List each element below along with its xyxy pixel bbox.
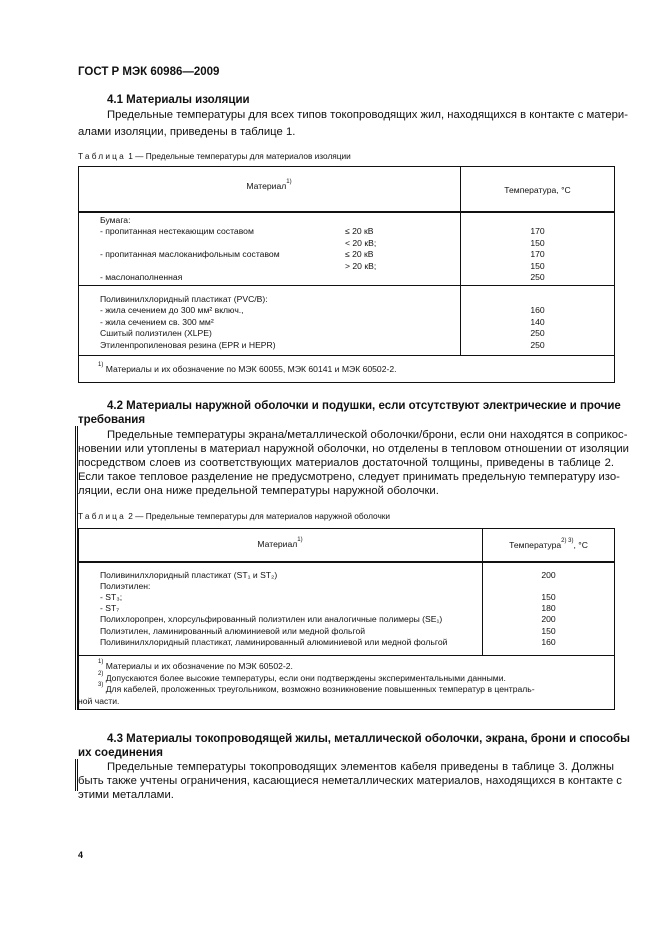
caption-text: 1 — Предельные температуры для материалов изоляции [128, 151, 351, 161]
table-2-footnote: $^{3)}$ Для кабелей, проложенных треугольником, возможно возникновение повышенных температур в централь- [98, 682, 535, 694]
caption-prefix: Таблица [78, 151, 126, 161]
column-header-material: Материал$^{1)}$ [257, 537, 303, 549]
section-4-3-heading-cont: их соединения [78, 747, 163, 759]
table-row-material: - маслонаполненная [100, 272, 183, 282]
divider [78, 355, 615, 356]
table-row-temperature: 150 [541, 592, 556, 603]
change-bar [75, 759, 76, 791]
table-row-material: Поливинилхлоридный пластикат, ламинированный алюминиевой или медной фольгой [100, 636, 448, 647]
table-1-footnote: $^{1)}$ Материалы и их обозначение по МЭК 60055, МЭК 60141 и МЭК 60502-2. [98, 362, 397, 374]
paragraph-line: Предельные температуры экрана/металлической оболочки/брони, если они находятся в соприкос- [107, 429, 628, 441]
table-row-material: Полихлоропрен, хлорсульфированный полиэтилен или аналогичные полимеры (SE₁) [100, 614, 443, 625]
table-row-temperature: 200 [541, 570, 556, 580]
table-row-temperature: 140 [530, 316, 545, 327]
table-row-temperature: 150 [530, 237, 545, 248]
table-row-condition: ≤ 20 кВ [345, 249, 374, 260]
table-row-temperature: 250 [530, 339, 545, 350]
divider [78, 561, 615, 563]
section-4-1-heading: 4.1 Материалы изоляции [107, 94, 250, 106]
table-row-material: - ST₇ [100, 603, 120, 614]
table-row-material: - пропитанная маслоканифольным составом [100, 249, 280, 260]
table-row-temperature: 150 [541, 625, 556, 636]
paragraph-line: Предельные температуры для всех типов токопроводящих жил, находящихся в контакте с матери- [107, 109, 628, 121]
paragraph-line: посредством слоев из соответствующих материалов достаточной толщины, приведены в таблице 2. [78, 457, 614, 469]
caption-prefix: Таблица [78, 511, 126, 521]
table-1-caption [78, 151, 351, 161]
table-2-footnote: $^{2)}$ Допускаются более высокие температуры, если они подтверждены экспериментальными данными. [98, 670, 506, 683]
paragraph-line: быть также учтены ограничения, касающиеся неметаллических материалов, находящихся в контакте с [78, 775, 622, 787]
table-row-material: - жила сечением до 300 мм² включ., [100, 305, 244, 316]
table-row-temperature: 200 [541, 614, 556, 625]
table-row-material: - пропитанная нестекающим составом [100, 226, 254, 237]
paragraph-line: алами изоляции, приведены в таблице 1. [78, 126, 296, 138]
table-row-material: Поливинилхлоридный пластикат (ST₁ и ST₂) [100, 570, 278, 580]
document-header: ГОСТ Р МЭК 60986—2009 [78, 66, 220, 78]
section-4-3-heading: 4.3 Материалы токопроводящей жилы, металлической оболочки, экрана, брони и способы [107, 733, 630, 745]
table-row-material: Полиэтилен: [100, 581, 151, 592]
section-4-2-heading-cont: требования [78, 414, 146, 426]
column-header-material: Материал$^{1)}$ [246, 179, 292, 191]
paragraph-line: Предельные температуры токопроводящих элементов кабеля приведены в таблице 3. Должны [107, 761, 614, 773]
divider [78, 211, 615, 213]
table-row-temperature: 250 [530, 272, 545, 282]
table-row-material: Бумага: [100, 215, 131, 225]
table-row-material: Поливинилхлоридный пластикат (PVC/B): [100, 294, 268, 304]
table-row-temperature: 170 [530, 226, 545, 237]
page-number: 4 [78, 850, 84, 860]
table-row-material: Этиленпропиленовая резина (EPR и HEPR) [100, 339, 276, 350]
paragraph-line: ляции, если она ниже предельной температуры наружной оболочки. [78, 485, 439, 497]
table-row-condition: > 20 кВ; [345, 260, 377, 271]
section-4-2-heading: 4.2 Материалы наружной оболочки и подушки, если отсутствуют электрические и прочие [107, 400, 621, 412]
column-header-temperature: Температура, °С [504, 185, 571, 195]
paragraph-line: новении или утоплены в материал наружной оболочки, но отделены в тепловом отношении от изоляции [78, 443, 629, 455]
table-row-material: Сшитый полиэтилен (XLPE) [100, 328, 212, 339]
table-2-footnote-cont: ной части. [78, 696, 120, 706]
table-2-caption [78, 511, 390, 521]
table-row-material: - ST₃; [100, 592, 123, 603]
table-row-condition: ≤ 20 кВ [345, 226, 374, 237]
caption-text: 2 — Предельные температуры для материалов наружной оболочки [128, 511, 391, 521]
column-header-temperature: Температура$^{2) 3)}$, °С [509, 538, 588, 550]
divider [78, 655, 615, 656]
change-bar [75, 426, 76, 710]
table-row-material: Полиэтилен, ламинированный алюминиевой или медной фольгой [100, 625, 366, 636]
paragraph-line: Если такое тепловое разделение не предусмотрено, следует принимать предельную температуру изо- [78, 471, 620, 483]
table-row-material: - жила сечением св. 300 мм² [100, 316, 214, 327]
table-row-temperature: 150 [530, 260, 545, 271]
paragraph-line: этими металлами. [78, 789, 174, 801]
table-row-temperature: 160 [530, 305, 545, 316]
table-row-temperature: 160 [541, 636, 556, 647]
table-row-temperature: 250 [530, 328, 545, 339]
table-row-temperature: 180 [541, 603, 556, 614]
change-bar [77, 759, 78, 791]
table-row-condition: < 20 кВ; [345, 237, 377, 248]
table-row-temperature: 170 [530, 249, 545, 260]
table-2-footnote: $^{1)}$ Материалы и их обозначение по МЭК 60502-2. [98, 659, 293, 671]
divider [78, 285, 615, 286]
